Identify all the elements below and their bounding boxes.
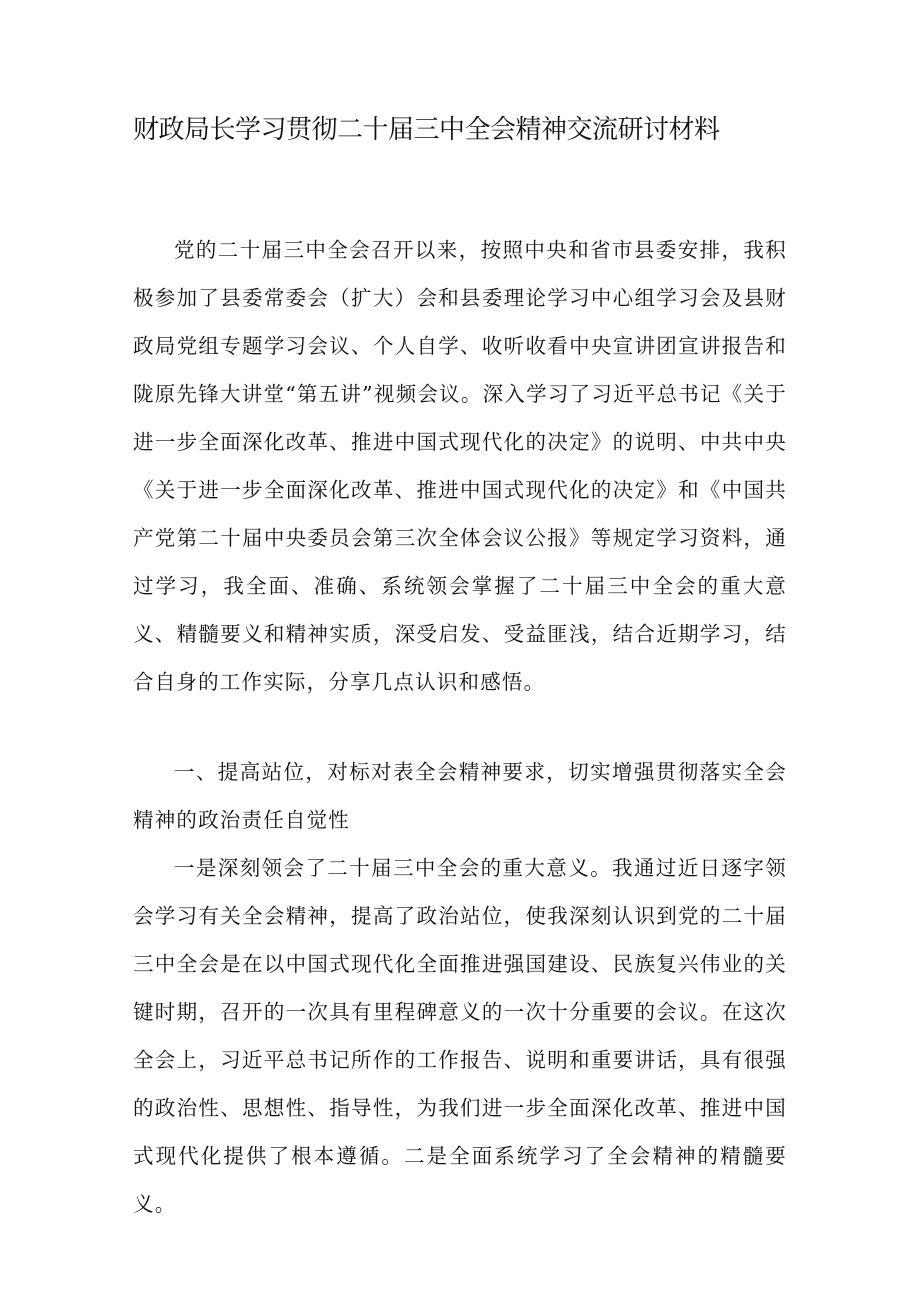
document-title: 财政局长学习贯彻二十届三中全会精神交流研讨材料 [133, 115, 720, 145]
section-one-paragraph: 一是深刻领会了二十届三中全会的重大意义。我通过近日逐字领会学习有关全会精神，提高了政治站位，使我深刻认识到党的二十届三中全会是在以中国式现代化全面推进强国建设、民族复兴伟业的关键时期，召开的一次具有里程碑意义的一次十分重要的会议。在这次全会上，习近平总书记所作的工作报告、说明和重要讲话，具有很强的政治性、思想性、指导性，为我们进一步全面深化改革、推进中国式现代化提供了根本遵循。二是全面系统学习了全会精神的精髓要义。 [133, 856, 787, 1216]
section-heading-one: 一、提高站位，对标对表全会精神要求，切实增强贯彻落实全会精神的政治责任自觉性 [133, 760, 787, 832]
intro-paragraph: 党的二十届三中全会召开以来，按照中央和省市县委安排，我积极参加了县委常委会（扩大）会和县委理论学习中心组学习会及县财政局党组专题学习会议、个人自学、收听收看中央宣讲团宣讲报告和陇原先锋大讲堂“第五讲”视频会议。深入学习了习近平总书记《关于进一步全面深化改革、推进中国式现代化的决定》的说明、中共中央《关于进一步全面深化改革、推进中国式现代化的决定》和《中国共产党第二十届中央委员会第三次全体会议公报》等规定学习资料，通过学习，我全面、准确、系统领会掌握了二十届三中全会的重大意义、精髓要义和精神实质，深受启发、受益匪浅，结合近期学习，结合自身的工作实际，分享几点认识和感悟。 [133, 238, 787, 694]
